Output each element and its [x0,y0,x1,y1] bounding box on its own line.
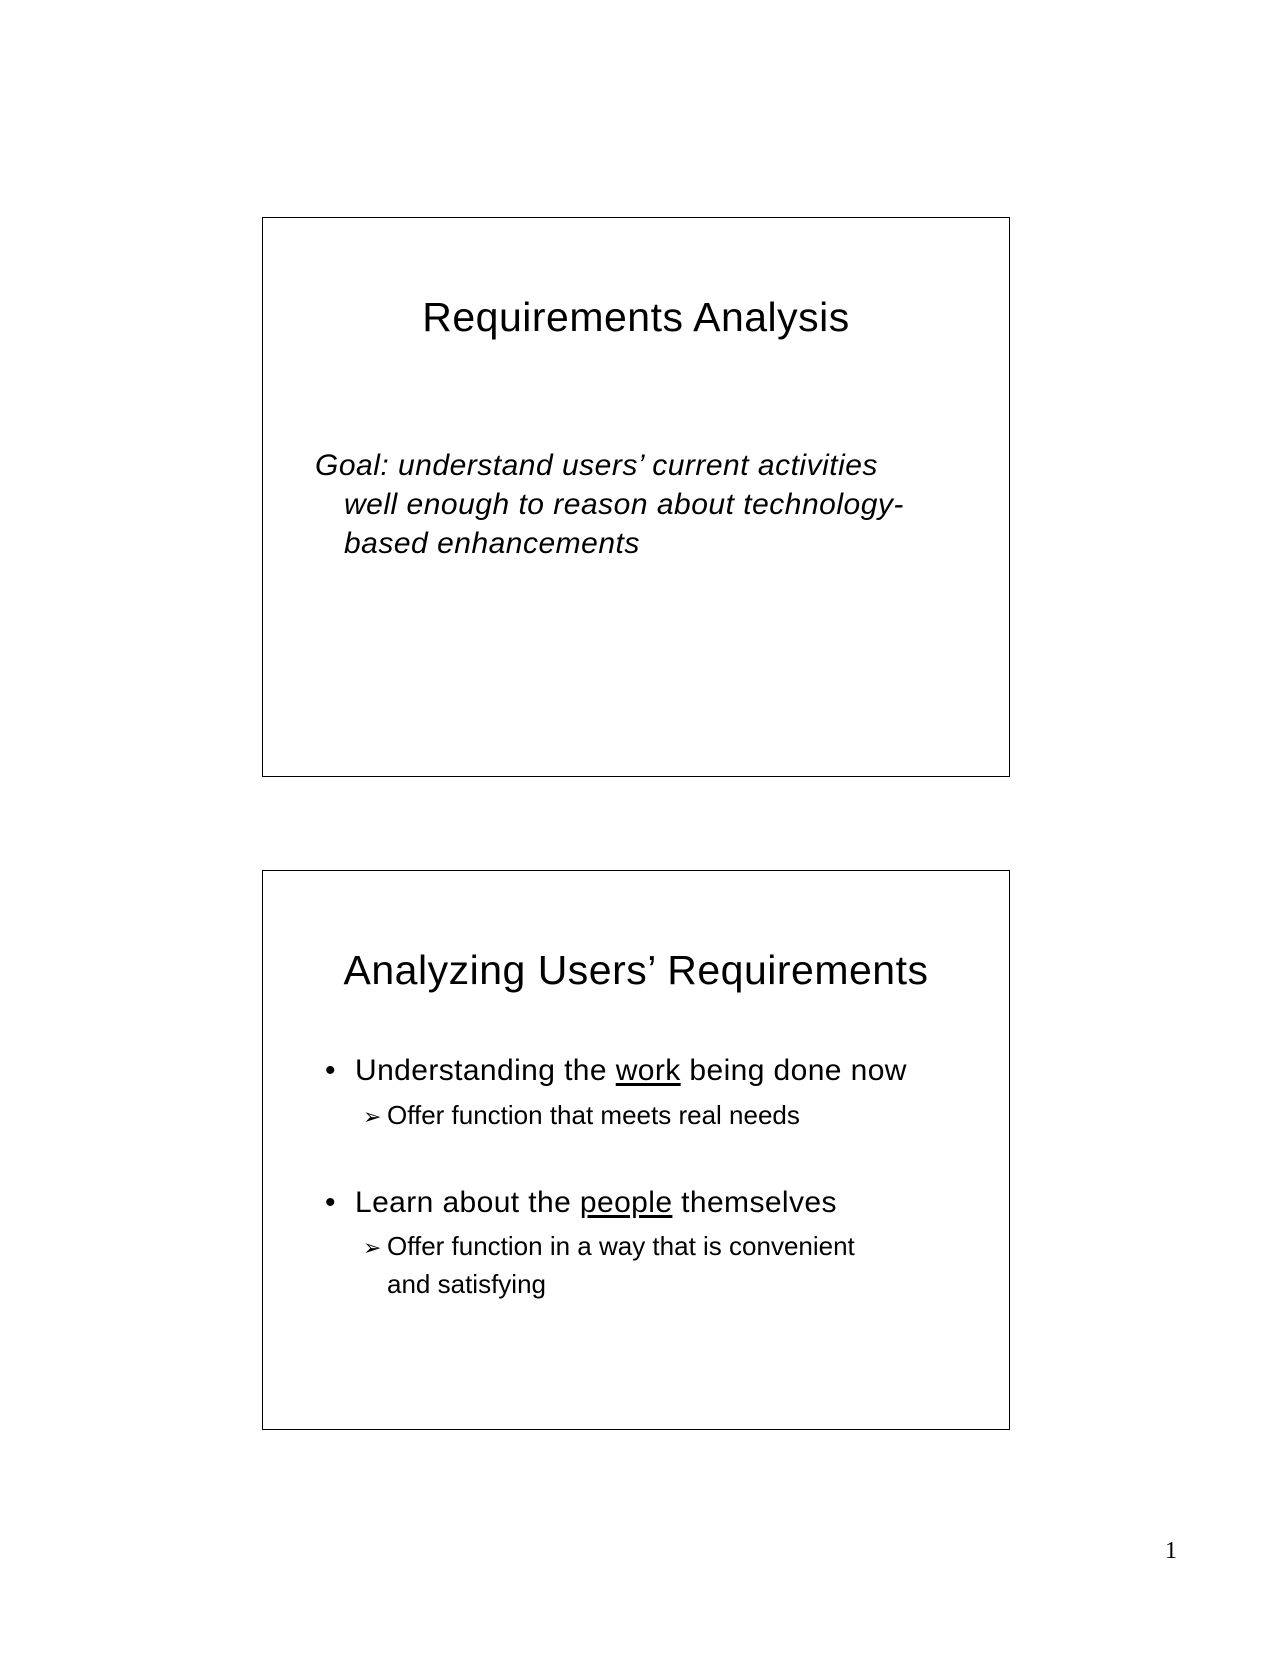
goal-text [315,446,955,563]
slide-requirements-analysis [262,217,1010,777]
arrow-bullet-icon: ➢ [363,1104,382,1129]
arrow-bullet-icon: ➢ [363,1235,382,1260]
bullet-text-underlined: work [615,1054,681,1087]
goal-line: well enough to reason about technology- [344,488,904,521]
sub-bullet-line [363,1228,855,1266]
bullet-text-underlined: people [579,1186,673,1219]
sub-bullet-text: Offer function that meets real needs [387,1100,800,1130]
slide-analyzing-users-requirements [262,870,1010,1430]
sub-bullet-item [363,1097,800,1135]
bullet-text-after: themselves [672,1186,837,1219]
bullet-marker: • [325,1186,336,1219]
sub-bullet-text: Offer function in a way that is convenient [387,1231,855,1261]
slide-title: Analyzing Users’ Requirements [343,947,929,993]
bullet-text-after: being done now [680,1054,907,1087]
bullet-text-before: Understanding the [355,1054,616,1087]
bullet-marker: • [325,1054,336,1087]
bullet-item [325,1053,907,1089]
goal-line: Goal: understand users’ current activities [315,449,878,482]
page-number: 1 [1165,1538,1177,1564]
sub-bullet-line: and satisfying [387,1269,546,1299]
bullet-item [325,1185,837,1221]
goal-line: based enhancements [344,527,640,560]
bullet-text-before: Learn about the [355,1186,580,1219]
slide-title: Requirements Analysis [422,294,850,340]
sub-bullet-item [363,1228,855,1302]
sub-bullet-line [363,1097,800,1135]
